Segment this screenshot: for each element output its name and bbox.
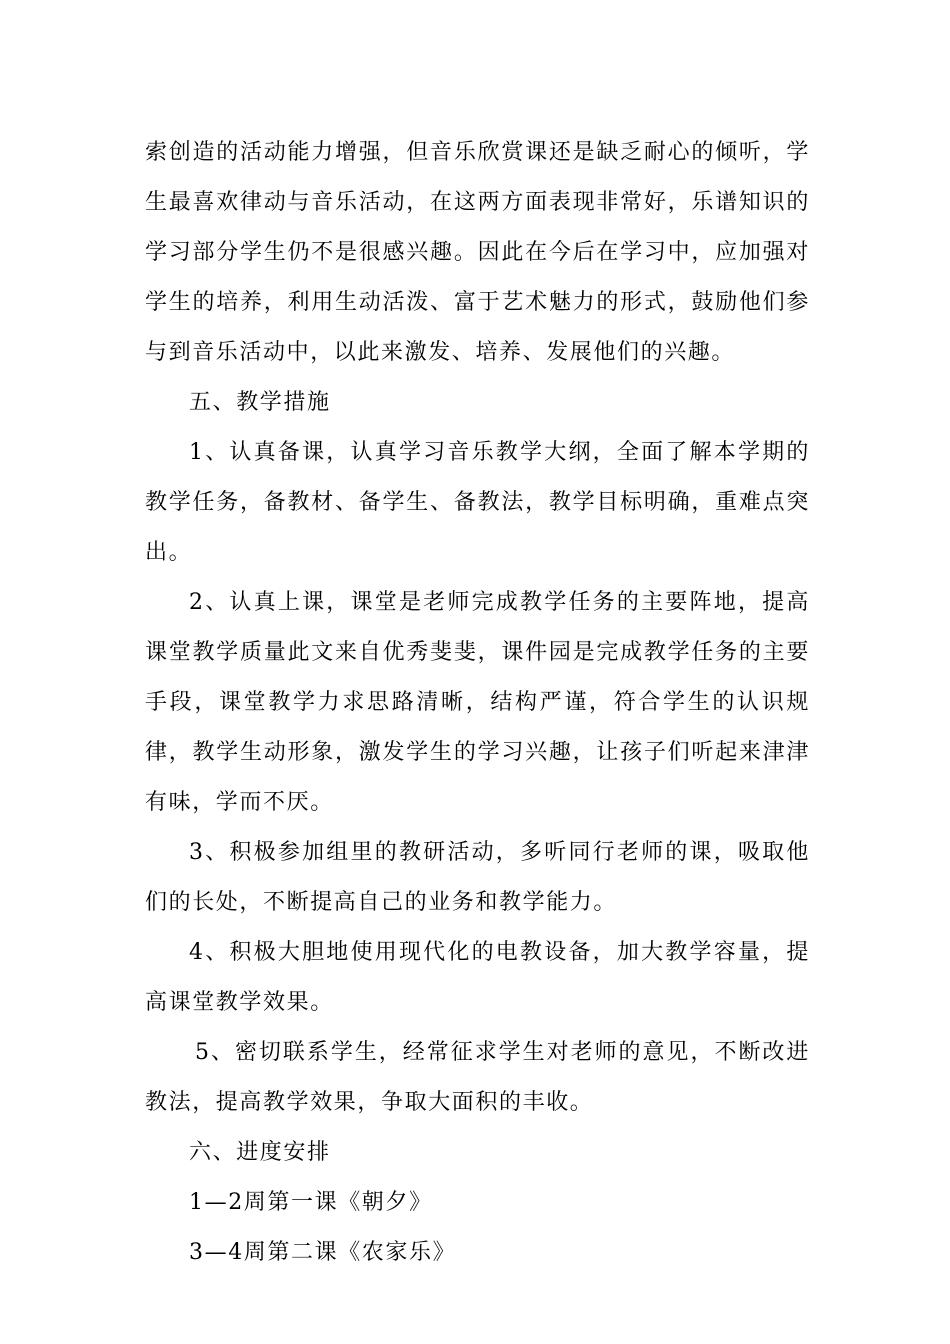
schedule-item-weeks-1-2: 1—2周第一课《朝夕》	[189, 1190, 433, 1215]
section-heading-schedule: 六、进度安排	[189, 1140, 331, 1165]
section-heading-teaching-measures: 五、教学措施	[189, 390, 331, 415]
paragraph-measure-3: 3、积极参加组里的教研活动，多听同行老师的课，吸取他们的长处，不断提高自己的业务和教学能力。	[145, 840, 810, 915]
paragraph-measure-2: 2、认真上课，课堂是老师完成教学任务的主要阵地，提高课堂教学质量此文来自优秀斐斐，课件园是完成教学任务的主要手段，课堂教学力求思路清晰，结构严谨，符合学生的认识规律，教学生动形象，激发学生的学习兴趣，让孩子们听起来津津有味，学而不厌。	[145, 590, 810, 815]
paragraph-measure-5: 5、密切联系学生，经常征求学生对老师的意见，不断改进教法，提高教学效果，争取大面积的丰收。	[145, 1040, 810, 1115]
schedule-item-weeks-3-4: 3—4周第二课《农家乐》	[189, 1240, 457, 1265]
paragraph-measure-4: 4、积极大胆地使用现代化的电教设备，加大教学容量，提高课堂教学效果。	[145, 940, 810, 1015]
document-body	[145, 128, 810, 1278]
paragraph-measure-1: 1、认真备课，认真学习音乐教学大纲，全面了解本学期的教学任务，备教材、备学生、备教法，教学目标明确，重难点突出。	[145, 440, 810, 565]
paragraph-intro-continuation: 索创造的活动能力增强，但音乐欣赏课还是缺乏耐心的倾听，学生最喜欢律动与音乐活动，在这两方面表现非常好，乐谱知识的学习部分学生仍不是很感兴趣。因此在今后在学习中，应加强对学生的培养，利用生动活泼、富于艺术魅力的形式，鼓励他们参与到音乐活动中，以此来激发、培养、发展他们的兴趣。	[145, 140, 810, 365]
